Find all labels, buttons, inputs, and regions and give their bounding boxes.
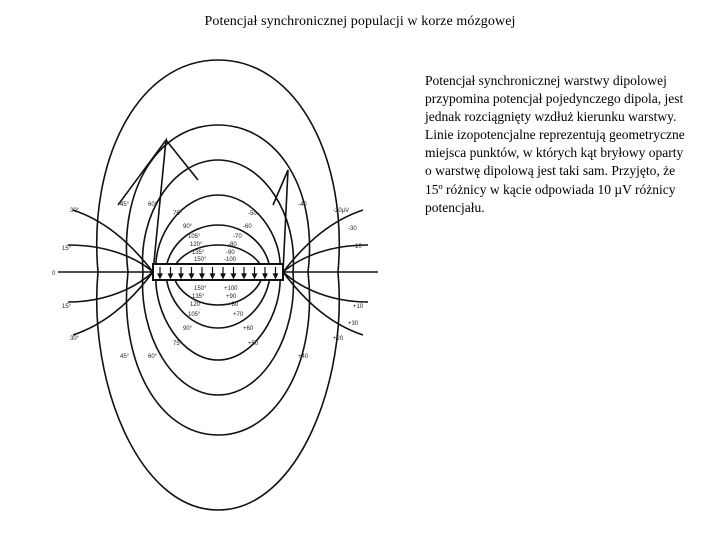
fan-left-up-2 [68,245,153,272]
label-120: 120° [190,242,203,248]
label-150: 150° [194,257,207,263]
label-left-15-low: 15° [62,304,72,310]
label-minus-10: -10 [353,244,362,250]
label-45-low: 45° [120,354,130,360]
slide-title: Potencjał synchronicznej populacji w korze mózgowej [204,14,516,29]
label-left-0: 0 [52,271,56,277]
label-105-low: 105° [188,312,201,318]
label-minus-20: -20µV [333,208,350,214]
label-plus-20: +20 [333,336,344,342]
label-minus-50: -50 [248,211,257,217]
label-left-15: 15° [62,246,72,252]
label-minus-70: -70 [233,234,242,240]
label-left-30-low: 30° [70,336,80,342]
label-plus-80: +80 [228,302,239,308]
label-plus-30: +30 [348,321,359,327]
dipole-layer [153,264,283,280]
mid-upper-loop-1 [126,125,309,272]
mid-upper-loop-2 [143,160,294,272]
construction-line-right [273,170,288,272]
label-135: 135° [192,250,205,256]
mid-upper-loop-3 [156,195,280,272]
outer-upper-loop [97,60,340,272]
label-minus-30: -30 [348,226,357,232]
description-text: Potencjał synchronicznej warstwy dipolowej przypomina potencjał pojedynczego dipola, jest jednak rozciągnięty wzdłuż kierunku warstwy. Linie izopotencjalne reprezentują geometryczne miejsca punktów, w których kąt bryłowy oparty o warstwę dipolową jest taki sam. Przyjęto, że 15º różnicy w kącie odpowiada 10 µV różnicy potencjału. [425,73,685,215]
label-120-low: 120° [190,302,203,308]
label-minus-80: -80 [228,242,237,248]
label-45: 45° [120,202,130,208]
label-90: 90° [183,224,193,230]
label-90-low: 90° [183,326,193,332]
label-minus-90: -90 [226,250,235,256]
label-75: 75° [173,211,183,217]
isopotential-lines [58,60,378,510]
label-minus-60: -60 [243,224,252,230]
isopotential-diagram [48,40,388,520]
label-plus-40: +40 [298,354,309,360]
dipole-layer-figure [48,40,388,520]
label-75-low: 75° [173,341,183,347]
label-plus-90: +90 [226,294,237,300]
label-minus-100: -100 [224,257,237,263]
mid-lower-loop-2 [143,272,294,395]
label-60: 60° [148,202,158,208]
construction-line-left-2 [166,140,198,180]
label-plus-70: +70 [233,312,244,318]
label-plus-60: +60 [243,326,254,332]
label-105: 105° [188,234,201,240]
label-plus-50: +50 [248,341,259,347]
label-minus-40: -40 [298,202,307,208]
label-plus-10: +10 [353,304,364,310]
label-60-low: 60° [148,354,158,360]
outer-lower-loop [97,272,340,510]
label-135-low: 135° [192,294,205,300]
label-plus-100: +100 [224,286,238,292]
label-150-low: 150° [194,286,207,292]
label-left-30: 30° [70,208,80,214]
